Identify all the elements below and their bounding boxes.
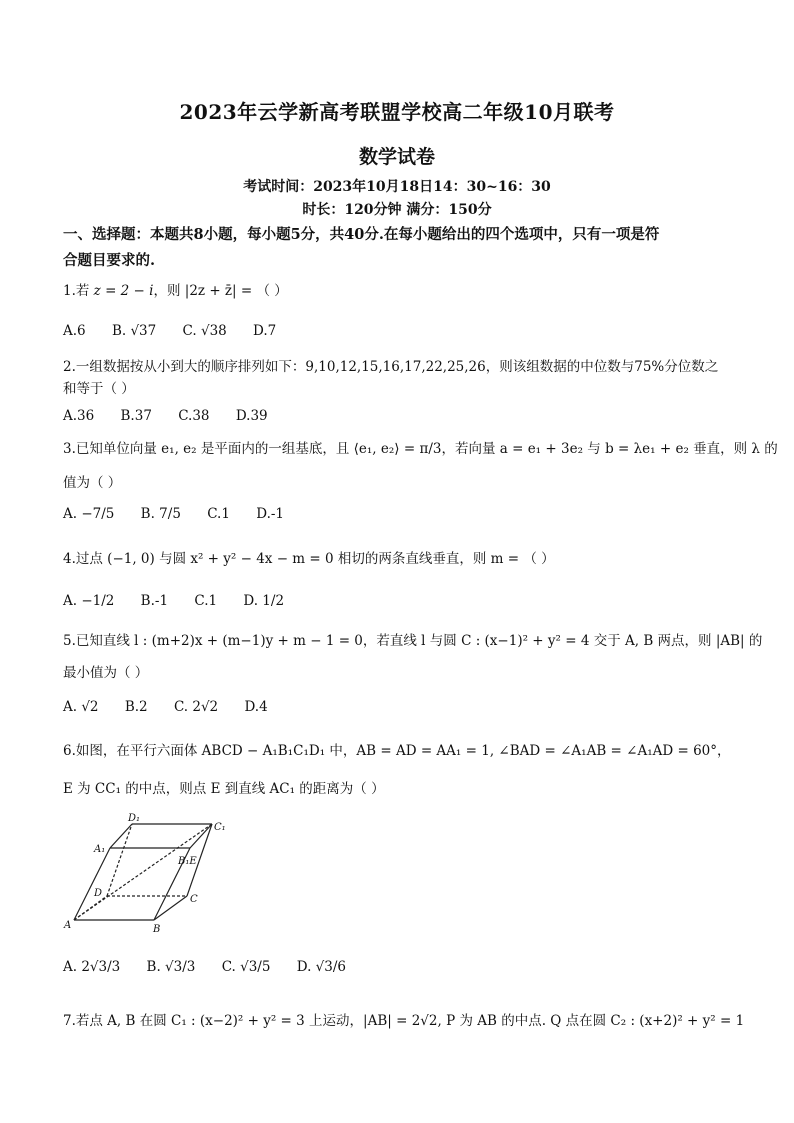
q5-option-b: B.2 [124,699,148,715]
q3-line2: 值为（ ） [63,475,122,491]
q3-option-b: B. 7/5 [140,506,181,522]
q1-text-c: ，则 [153,283,185,299]
q6-options [63,956,368,978]
q1-text-d: |2z + z̄| = （ ） [184,283,288,299]
q1-options [63,320,298,342]
q2-option-a: A.36 [63,408,95,424]
question-4 [63,548,733,570]
section-heading-line1: 一、选择题：本题共8小题，每小题5分，共40分.在每小题给出的四个选项中，只有一项是符 [63,226,660,243]
label-C1: C₁ [214,822,226,833]
question-2 [63,356,733,400]
exam-title: 2023年云学新高考联盟学校高二年级10月联考 [179,100,615,124]
question-5 [63,630,763,684]
q5-option-c: C. 2√2 [173,699,219,715]
label-D: D [94,888,103,899]
q2-line2: 和等于（ ） [63,381,135,397]
q3-option-c: C.1 [207,506,230,522]
q4-line1: 4.过点 (−1, 0) 与圆 x² + y² − 4x − m = 0 相切的两条直线垂直，则 m = （ ） [63,551,555,567]
q6-line1: 6.如图，在平行六面体 ABCD − A₁B₁C₁D₁ 中，AB = AD = AA₁ = 1, ∠BAD = ∠A₁AB = ∠A₁AD = 60°， [63,743,731,759]
parallelepiped-figure [62,812,242,936]
q1-option-a: A.6 [63,323,86,339]
q1-option-b: B. √37 [111,323,157,339]
question-1 [63,280,733,302]
question-6 [63,740,733,800]
question-7 [63,1010,745,1032]
exam-subtitle: 数学试卷 [358,146,435,168]
q6-option-b: B. √3/3 [146,959,196,975]
q1-text-a: 1.若 [63,283,94,299]
q1-text-b: z = 2 − i [93,283,154,299]
label-D1: D₁ [128,813,141,824]
q2-option-b: B.37 [120,408,152,424]
label-A: A [64,920,72,931]
q5-option-d: D.4 [244,699,268,715]
q3-option-a: A. −7/5 [63,506,115,522]
question-3 [63,438,778,494]
q2-line1: 2.一组数据按从小到大的顺序排列如下：9,10,12,15,16,17,22,25,26，则该组数据的中位数与75%分位数之 [63,359,719,375]
q5-options [63,696,290,718]
label-A1: A₁ [94,844,106,855]
q6-option-c: C. √3/5 [221,959,271,975]
label-B1E: B₁E [178,856,197,867]
q3-options [63,503,306,525]
q6-option-a: A. 2√3/3 [63,959,121,975]
q4-option-a: A. −1/2 [63,593,115,609]
q1-option-c: C. √38 [182,323,227,339]
q2-option-d: D.39 [235,408,268,424]
q5-line1: 5.已知直线 l : (m+2)x + (m−1)y + m − 1 = 0，若直线 l 与圆 C : (x−1)² + y² = 4 交于 A, B 两点，则 |AB| 的 [63,633,763,649]
q6-line2: E 为 CC₁ 的中点，则点 E 到直线 AC₁ 的距离为（ ） [63,781,385,797]
q7-line1: 7.若点 A, B 在圆 C₁ : (x−2)² + y² = 3 上运动，|AB| = 2√2, P 为 AB 的中点. Q 点在圆 C₂ : (x+2)² + y² = 1 [63,1013,745,1029]
label-C: C [190,894,198,905]
q1-option-d: D.7 [253,323,277,339]
q3-line1: 3.已知单位向量 e₁, e₂ 是平面内的一组基底，且 ⟨e₁, e₂⟩ = π/3，若向量 a = e₁ + 3e₂ 与 b = λe₁ + e₂ 垂直，则 λ 的 [63,441,778,457]
q4-option-c: C.1 [194,593,218,609]
section-heading-line2: 合题目要求的. [63,252,156,269]
q5-option-a: A. √2 [63,699,99,715]
q2-options [63,405,290,427]
q4-options [63,590,306,612]
q5-line2: 最小值为（ ） [63,665,149,681]
q4-option-b: B.-1 [140,593,169,609]
q2-option-c: C.38 [178,408,210,424]
label-B: B [153,924,161,935]
q3-option-d: D.-1 [256,506,285,522]
q6-option-d: D. √3/6 [296,959,347,975]
section-heading [63,222,733,274]
exam-time: 考试时间：2023年10月18日14：30~16：30 [243,179,551,195]
q4-option-d: D. 1/2 [243,593,285,609]
exam-duration: 时长：120分钟 满分：150分 [302,202,492,218]
